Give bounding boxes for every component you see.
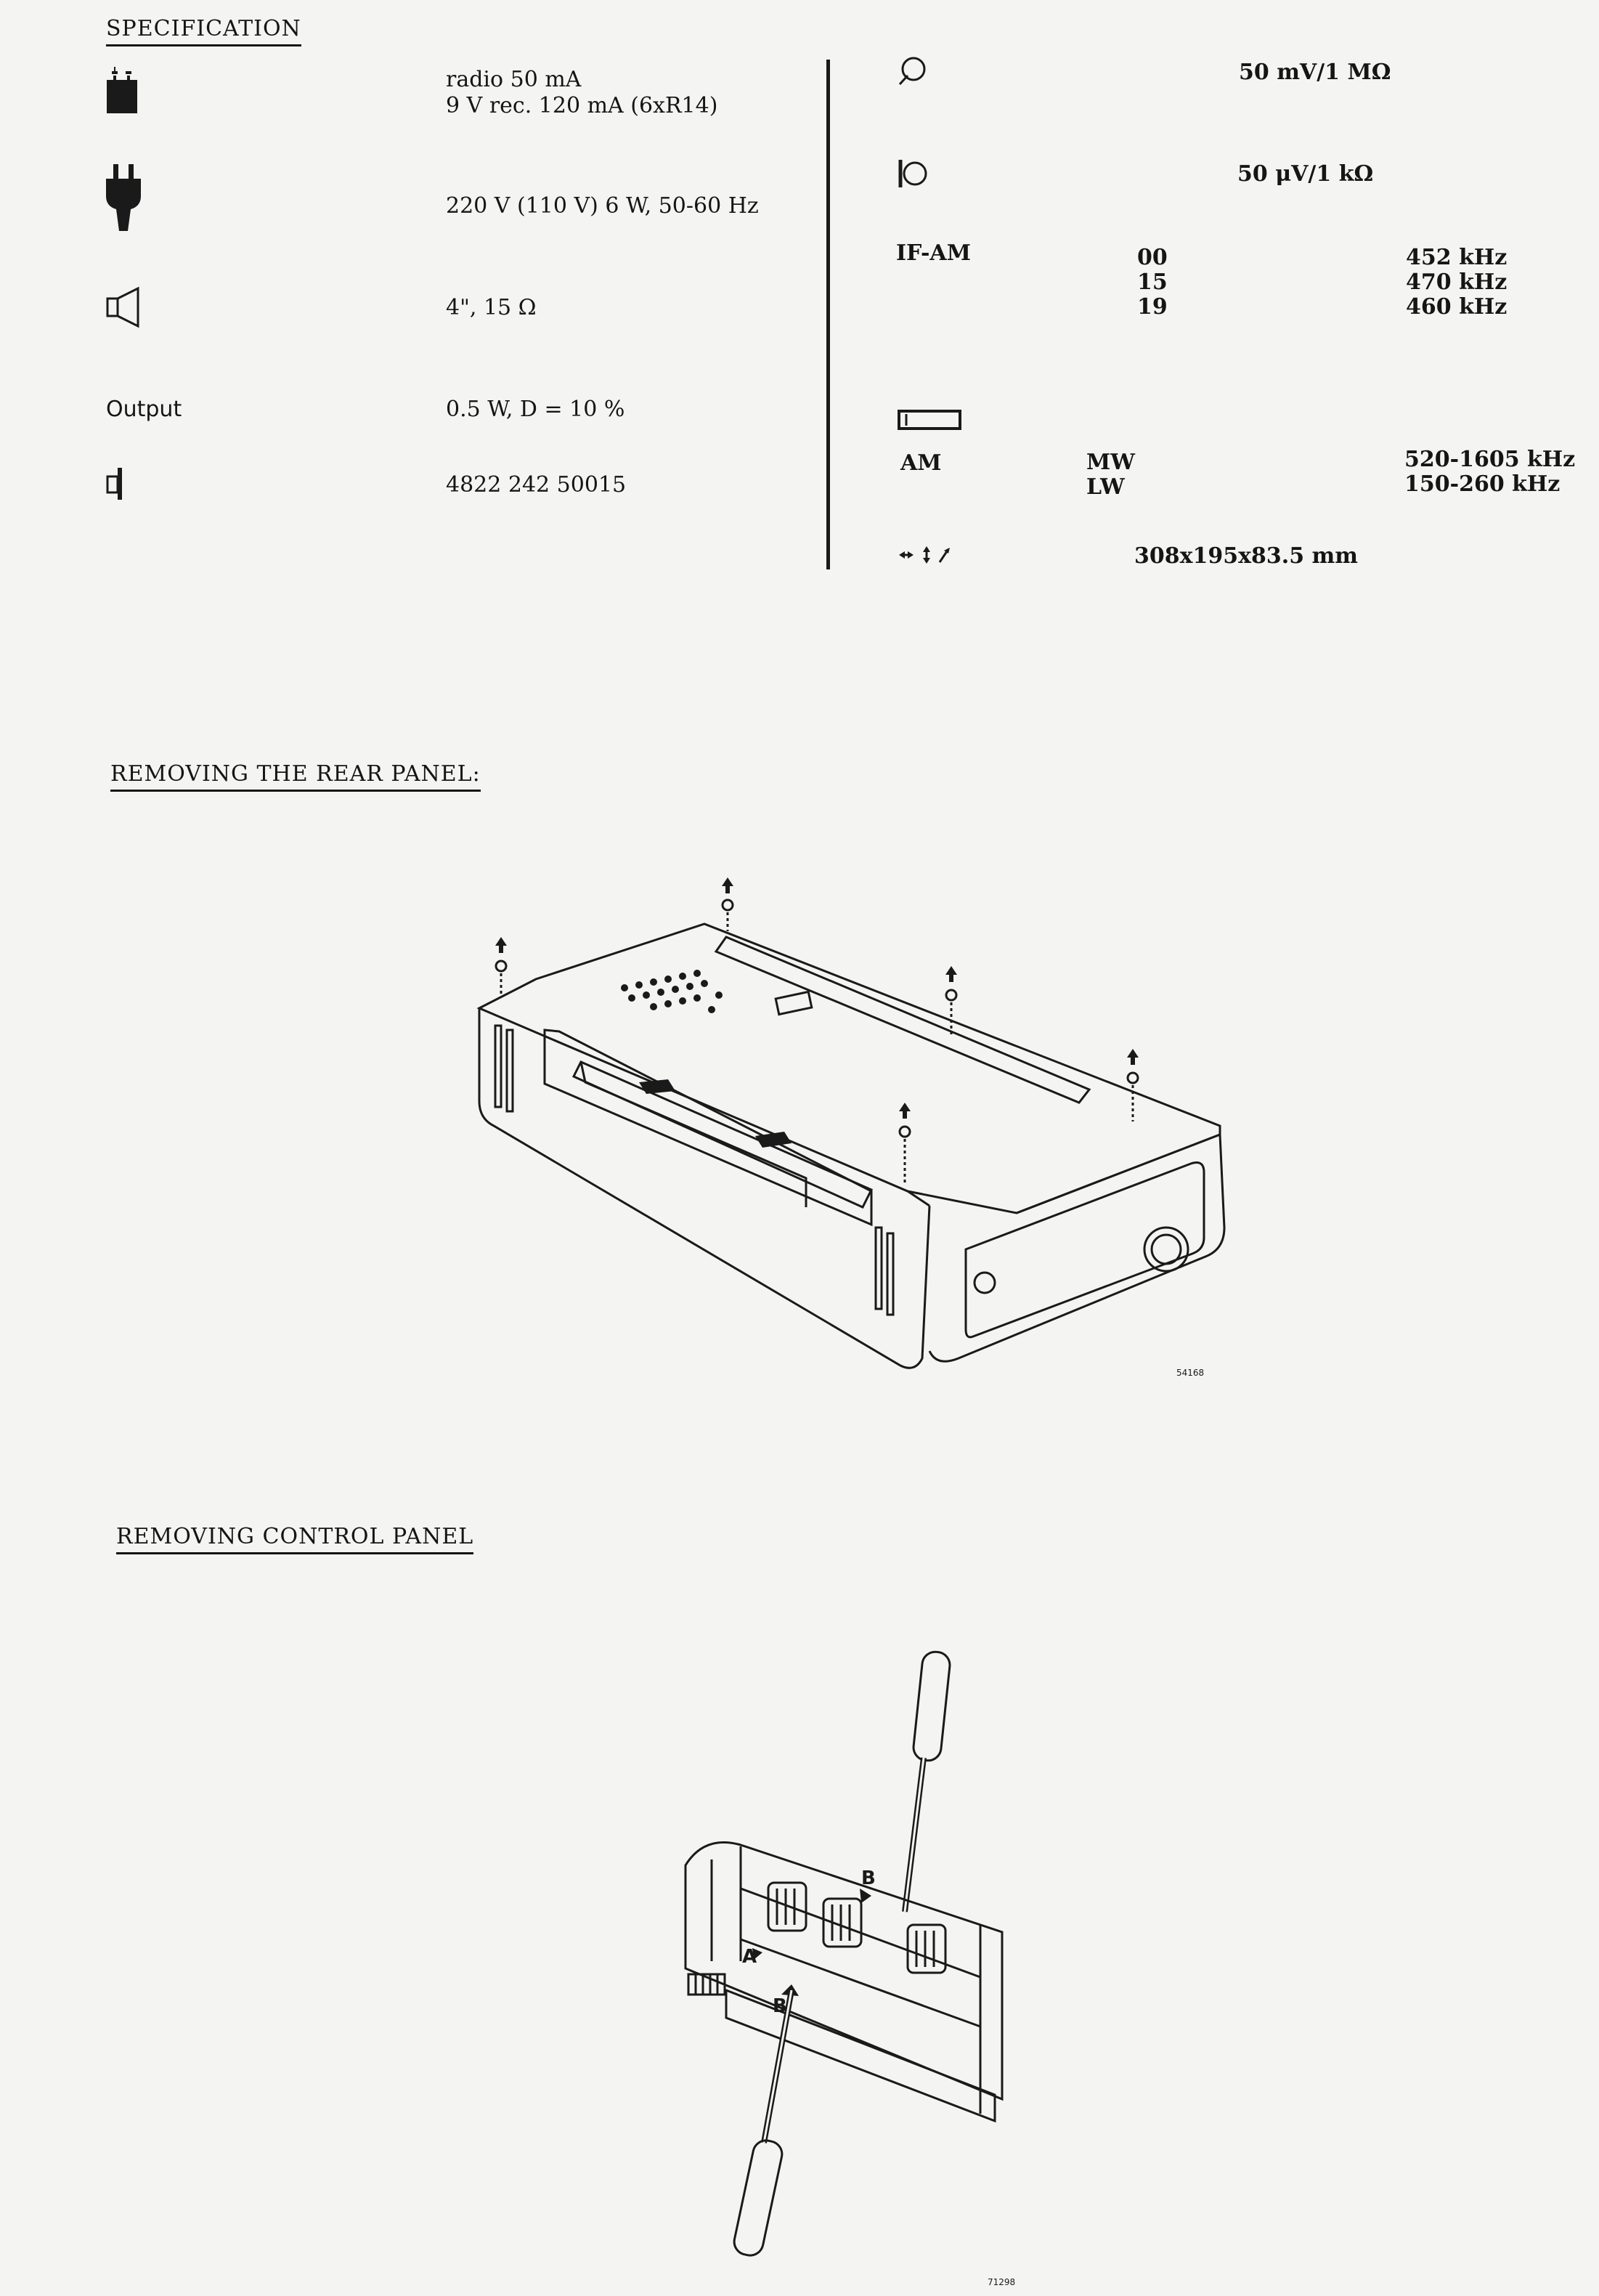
battery-spec: radio 50 mA 9 V rec. 120 mA (6xR14) (446, 67, 718, 118)
spec-heading: SPECIFICATION (106, 16, 301, 46)
rear-figure-number: 54168 (1176, 1368, 1205, 1378)
speaker-spec: 4", 15 Ω (446, 295, 537, 320)
input-sensitivity-value: 50 mV/1 MΩ (1239, 60, 1391, 85)
control-figure-number: 71298 (988, 2277, 1016, 2287)
am-label: AM (900, 450, 942, 476)
screw-markers (495, 877, 1139, 1184)
dimensions-value: 308x195x83.5 mm (1134, 543, 1359, 569)
output-spec: 0.5 W, D = 10 % (446, 397, 625, 422)
earphone-spec: 4822 242 50015 (446, 472, 627, 498)
mains-plug-icon (106, 164, 141, 231)
mains-spec: 220 V (110 V) 6 W, 50-60 Hz (446, 193, 759, 219)
rear-panel-heading: REMOVING THE REAR PANEL: (110, 761, 481, 792)
ifam-frequencies: 452 kHz 470 kHz 460 kHz (1406, 245, 1508, 320)
label-b-top: B (861, 1867, 876, 1889)
dimensions-icon (899, 545, 951, 565)
battery-icon (105, 67, 139, 115)
frequency-scale-icon (898, 410, 961, 430)
label-b-bottom: B (773, 1995, 787, 2017)
earphone-icon (106, 468, 125, 500)
control-panel-illustration (683, 1649, 1031, 2288)
rear-panel-illustration (465, 872, 1234, 1380)
antenna-input-icon (898, 158, 928, 189)
column-divider (826, 60, 830, 569)
control-panel-heading: REMOVING CONTROL PANEL (116, 1524, 473, 1554)
ifam-codes: 00 15 19 (1137, 245, 1168, 320)
loudspeaker-icon (106, 287, 141, 328)
ifam-label: IF-AM (896, 240, 971, 266)
input-sensitivity-icon (898, 57, 927, 86)
output-label: Output (106, 397, 182, 422)
band-ranges: 520-1605 kHz 150-260 kHz (1404, 447, 1576, 497)
label-a: A (742, 1946, 757, 1968)
band-names: MW LW (1086, 450, 1135, 500)
antenna-input-value: 50 μV/1 kΩ (1237, 161, 1374, 187)
